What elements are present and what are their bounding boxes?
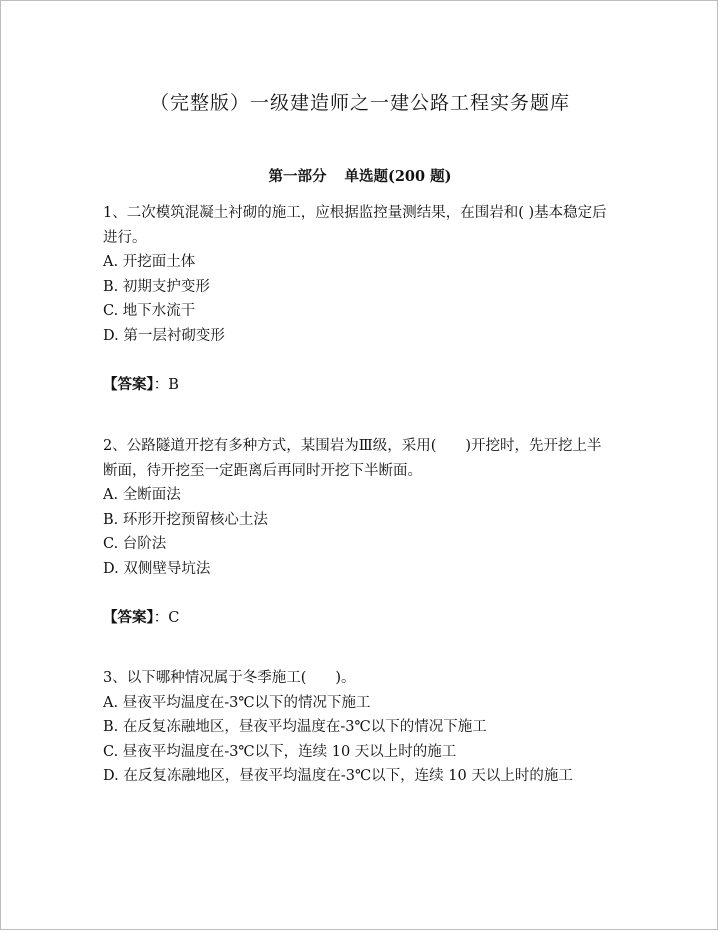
option-d: D. 第一层衬砌变形 (103, 327, 225, 344)
answer-2 (103, 606, 179, 627)
question-stem: 3、以下哪种情况属于冬季施工( )。 (103, 670, 356, 686)
option-b: B. 初期支护变形 (103, 278, 210, 295)
option-a: A. 昼夜平均温度在-3℃以下的情况下施工 (103, 694, 371, 711)
section-part: 第一部分 (268, 168, 327, 185)
question-3 (103, 666, 613, 789)
option-d: D. 双侧壁导坑法 (103, 560, 211, 577)
question-2 (103, 434, 613, 581)
answer-label: 【答案】 (103, 609, 154, 626)
option-b: B. 环形开挖预留核心土法 (103, 511, 268, 528)
option-c: C. 台阶法 (103, 536, 167, 552)
option-a: A. 开挖面土体 (103, 254, 196, 270)
section-name: 单选题(200 题) (344, 168, 452, 185)
question-stem: 2、公路隧道开挖有多种方式，某围岩为Ⅲ级，采用( )开挖时，先开挖上半断面，待开挖至一定距离后再同时开挖下半断面。 (103, 438, 602, 479)
option-b: B. 在反复冻融地区，昼夜平均温度在-3℃以下的情况下施工 (103, 719, 487, 735)
answer-value: ：B (153, 377, 179, 393)
question-1 (103, 201, 613, 348)
answer-label: 【答案】 (103, 376, 154, 393)
answer-1 (103, 373, 179, 394)
option-a: A. 全断面法 (103, 487, 181, 503)
option-d: D. 在反复冻融地区，昼夜平均温度在-3℃以下，连续 10 天以上时的施工 (103, 768, 573, 784)
question-stem: 1、二次模筑混凝土衬砌的施工，应根据监控量测结果，在围岩和( )基本稳定后进行。 (103, 205, 607, 246)
option-c: C. 昼夜平均温度在-3℃以下，连续 10 天以上时的施工 (103, 743, 457, 760)
answer-value: ：C (153, 610, 180, 626)
section-title (0, 165, 720, 186)
document-title: （完整版）一级建造师之一建公路工程实务题库 (149, 92, 570, 114)
option-c: C. 地下水流干 (103, 303, 196, 319)
